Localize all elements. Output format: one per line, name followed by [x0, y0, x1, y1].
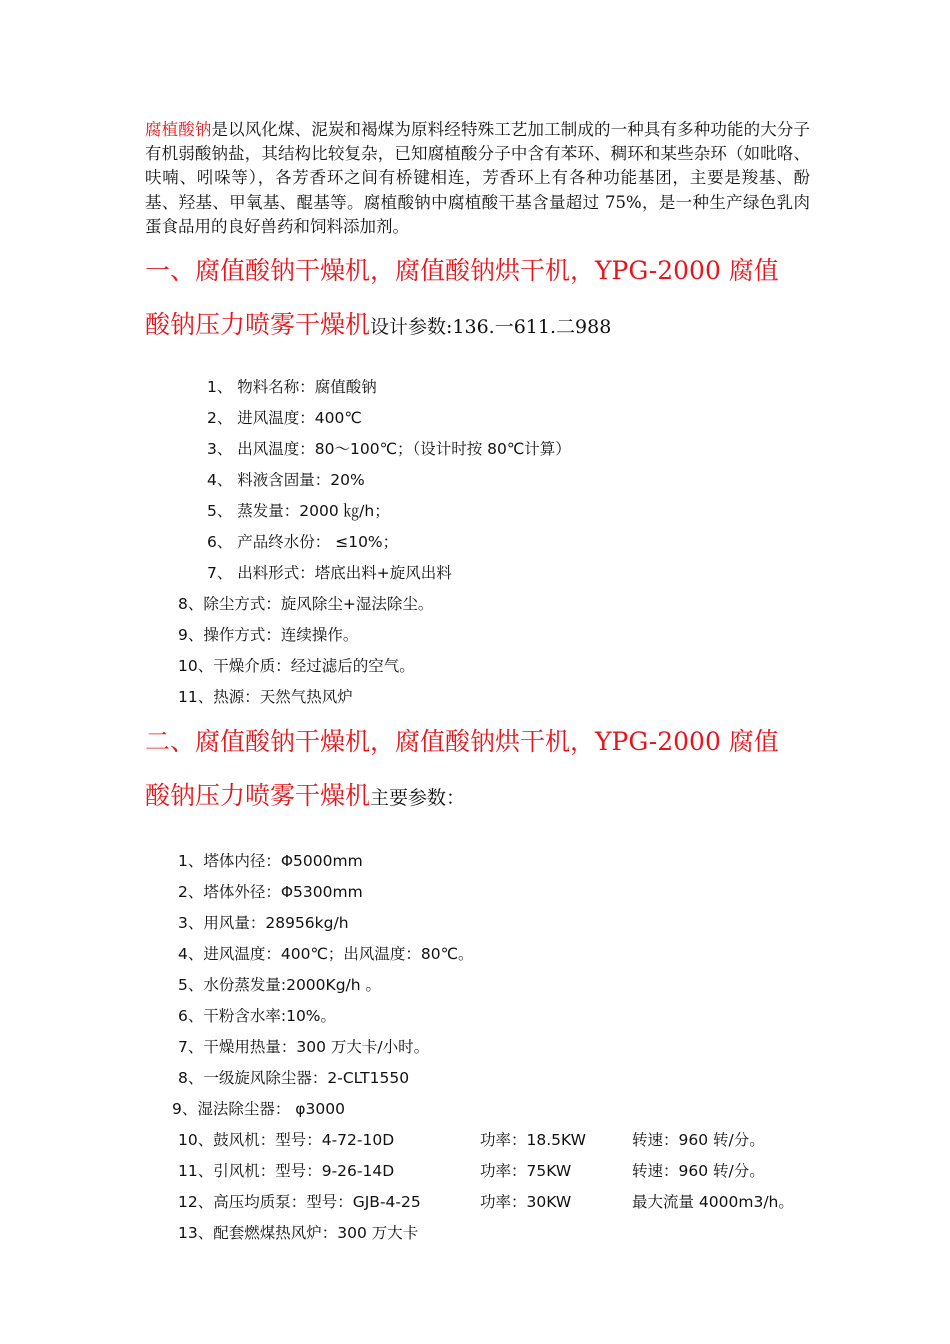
section2-suffix: 主要参数：	[370, 787, 466, 810]
list-item: 6、 产品终水份： ≤10%；	[207, 533, 399, 552]
list-item: 5、水份蒸发量:2000Kg/h 。	[178, 976, 382, 995]
section1-list	[145, 372, 815, 713]
section2-heading-line1: 二、腐值酸钠干燥机，腐值酸钠烘干机，YPG-2000 腐值	[145, 727, 779, 757]
list-item: 5、 蒸发量：2000 ㎏/h；	[207, 502, 390, 521]
list-item: 3、用风量：28956kg/h	[178, 914, 349, 933]
list-item: 2、 进风温度：400℃	[207, 409, 362, 428]
section1-heading-line1: 一、腐值酸钠干燥机，腐值酸钠烘干机，YPG-2000 腐值	[145, 256, 779, 286]
list-item: 4、 料液含固量：20%	[207, 471, 365, 490]
intro-paragraph	[145, 118, 810, 239]
section1-heading-line2: 酸钠压力喷雾干燥机设计参数:136.一611.二988	[145, 310, 612, 340]
list-item: 8、一级旋风除尘器：2-CLT1550	[178, 1069, 410, 1088]
section2-heading-line2: 酸钠压力喷雾干燥机主要参数：	[145, 781, 466, 811]
list-item: 7、干燥用热量：300 万大卡/小时。	[178, 1038, 430, 1057]
list-item: 1、塔体内径：Φ5000mm	[178, 852, 363, 871]
list-item: 11、热源：天然气热风炉	[178, 688, 353, 707]
list-item: 13、配套燃煤热风炉：300 万大卡	[178, 1224, 419, 1243]
list-item: 6、干粉含水率:10%。	[178, 1007, 337, 1026]
document-page	[145, 118, 815, 1249]
section1-suffix: 设计参数:136.一611.二988	[370, 316, 612, 339]
table-row: 12、高压均质泵：型号：GJB-4-25 功率：30KW 最大流量 4000m3/h。	[178, 1193, 794, 1212]
list-item: 7、 出料形式：塔底出料+旋风出料	[207, 564, 452, 583]
list-item: 9、湿法除尘器： φ3000	[172, 1100, 345, 1119]
list-item: 3、 出风温度：80～100℃；（设计时按 80℃计算）	[207, 440, 571, 459]
list-item: 4、进风温度：400℃；出风温度：80℃。	[178, 945, 474, 964]
section1-heading	[145, 244, 815, 354]
section2-list	[145, 846, 815, 1249]
list-item: 9、操作方式：连续操作。	[178, 626, 359, 645]
table-row: 11、引风机：型号：9-26-14D 功率：75KW 转速：960 转/分。	[178, 1162, 765, 1181]
section1-prefix: 一、	[145, 256, 196, 286]
list-item: 2、塔体外径：Φ5300mm	[178, 883, 363, 902]
section2-prefix: 二、	[145, 727, 196, 757]
list-item: 1、 物料名称：腐值酸钠	[207, 378, 377, 397]
list-item: 10、干燥介质：经过滤后的空气。	[178, 657, 415, 676]
table-row: 10、鼓风机：型号：4-72-10D 功率：18.5KW 转速：960 转/分。	[178, 1131, 765, 1150]
intro-text: 是以风化煤、泥炭和褐煤为原料经特殊工艺加工制成的一种具有多种功能的大分子有机弱酸钠盐，其结构比较复杂，已知腐植酸分子中含有苯环、稠环和某些杂环（如吡咯、呋喃、吲哚等），各芳香环之间有桥键相连，芳香环上有各种功能基团，主要是羧基、酚基、羟基、甲氧基、醌基等。腐植酸钠中腐植酸干基含量超过 75%，是一种生产绿色乳肉蛋食品用的良好兽药和饲料添加剂。	[145, 120, 811, 236]
section2-heading	[145, 715, 815, 825]
list-item: 8、除尘方式：旋风除尘+湿法除尘。	[178, 595, 434, 614]
intro-highlight: 腐植酸钠	[145, 120, 212, 139]
